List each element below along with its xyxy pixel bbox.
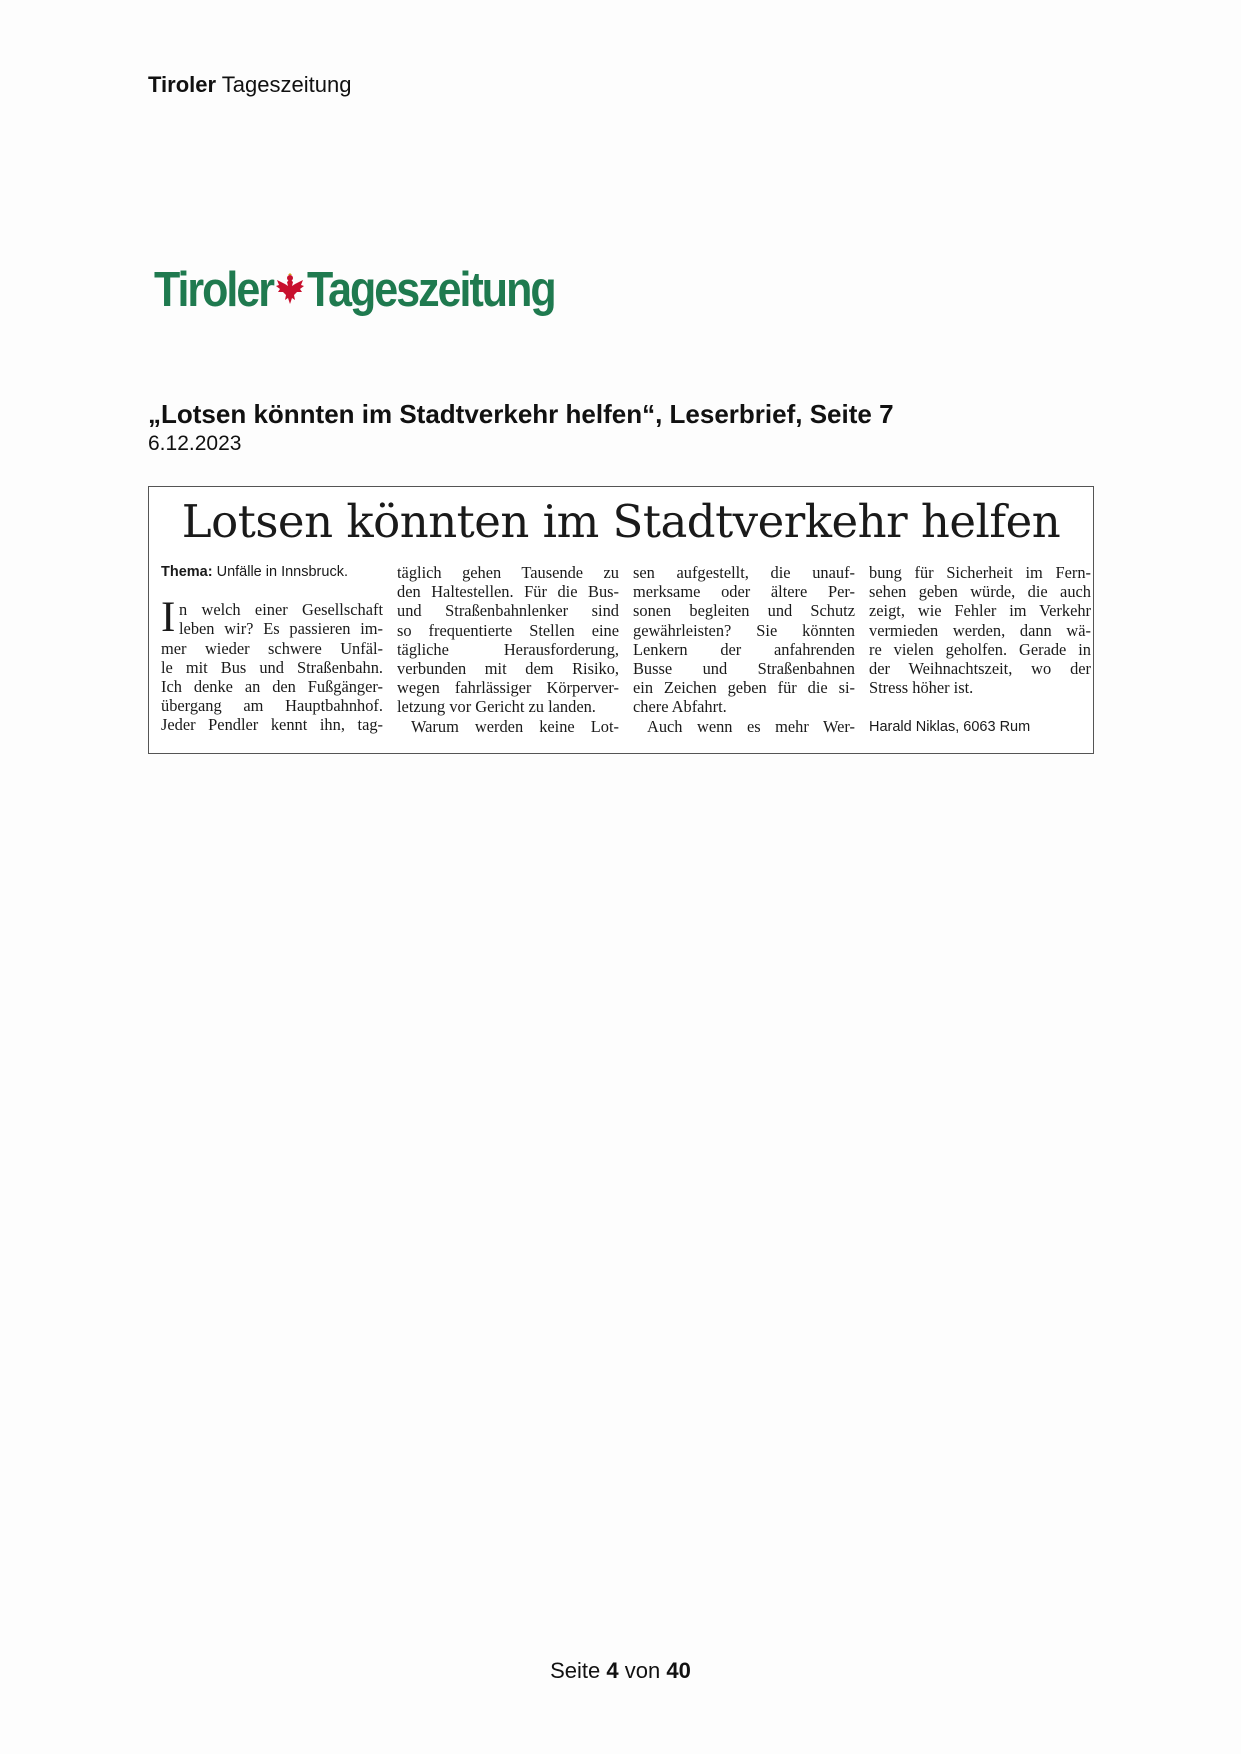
footer-middle: von	[624, 1658, 661, 1683]
text-line: leben wir? Es passieren im-	[179, 619, 383, 639]
text-line: und Straßenbahnlenker sind	[397, 601, 619, 621]
text-line: sehen geben würde, die auch	[869, 582, 1091, 602]
newspaper-logo	[154, 262, 555, 318]
clipping-column-3	[633, 563, 855, 736]
header-brand-bold: Tiroler	[148, 72, 217, 97]
dropcap-letter: I	[161, 594, 176, 642]
text-line: Warum werden keine Lot-	[411, 716, 619, 736]
thema-label: Thema:	[161, 564, 213, 580]
letter-signature: Harald Niklas, 6063 Rum	[869, 719, 1031, 736]
article-date: 6.12.2023	[148, 432, 242, 455]
clipping-column-4	[869, 563, 1091, 738]
clipping-column-1	[161, 563, 383, 735]
text-line: le mit Bus und Straßenbahn.	[161, 657, 383, 677]
page-footer	[0, 1658, 1241, 1684]
text-line: zeigt, wie Fehler im Verkehr	[869, 601, 1091, 621]
page-header	[148, 72, 351, 98]
text-line: n welch einer Gesellschaft	[179, 600, 383, 620]
text-line: chere Abfahrt.	[633, 697, 727, 717]
text-line: gewährleisten? Sie könnten	[633, 620, 855, 640]
text-line: mer wieder schwere Unfäl-	[161, 638, 383, 658]
footer-prefix: Seite	[550, 1658, 601, 1683]
text-line: wegen fahrlässiger Körperver-	[397, 678, 619, 698]
clipping-column-2	[397, 563, 619, 736]
article-title: „Lotsen könnten im Stadtverkehr helfen“, Leserbrief, Seite 7	[148, 399, 894, 429]
text-line: bung für Sicherheit im Fern-	[869, 563, 1091, 582]
clipping-columns	[161, 563, 1091, 743]
text-line: Stress höher ist.	[869, 678, 974, 698]
text-line: verbunden mit dem Risiko,	[397, 659, 619, 679]
tyrolean-eagle-icon	[275, 273, 305, 307]
text-line: der Weihnachtszeit, wo der	[869, 659, 1091, 679]
logo-right-word: Tageszeitung	[307, 261, 555, 318]
text-line: Jeder Pendler kennt ihn, tag-	[161, 715, 383, 735]
footer-total-pages: 40	[666, 1658, 691, 1683]
clipping-headline: Lotsen könnten im Stadtverkehr helfen	[181, 495, 1061, 548]
thema-value: Unfälle in Innsbruck.	[216, 564, 348, 580]
text-line: re vielen geholfen. Gerade in	[869, 639, 1091, 659]
text-line: Busse und Straßenbahnen	[633, 659, 855, 679]
text-line: vermieden werden, dann wä-	[869, 620, 1091, 640]
text-line: sonen begleiten und Schutz	[633, 601, 855, 621]
text-line: merksame oder ältere Per-	[633, 582, 855, 602]
text-line: den Haltestellen. Für die Bus-	[397, 582, 619, 602]
dropcap-paragraph	[161, 594, 383, 735]
newspaper-clipping	[148, 486, 1094, 754]
header-brand-regular: Tageszeitung	[221, 72, 352, 97]
text-line: tägliche Herausforderung,	[397, 639, 619, 659]
text-line: so frequentierte Stellen eine	[397, 620, 619, 640]
text-line: übergang am Hauptbahnhof.	[161, 696, 383, 716]
text-line: Ich denke an den Fußgänger-	[161, 677, 383, 697]
logo-left-word: Tiroler	[154, 261, 274, 318]
footer-page-number: 4	[606, 1658, 619, 1683]
text-line: Lenkern der anfahrenden	[633, 639, 855, 659]
text-line: sen aufgestellt, die unauf-	[633, 563, 855, 582]
thema-line	[161, 563, 383, 582]
text-line: täglich gehen Tausende zu	[397, 563, 619, 582]
text-line: ein Zeichen geben für die si-	[633, 678, 855, 698]
text-line: Auch wenn es mehr Wer-	[647, 716, 855, 736]
text-line: letzung vor Gericht zu landen.	[397, 697, 596, 717]
